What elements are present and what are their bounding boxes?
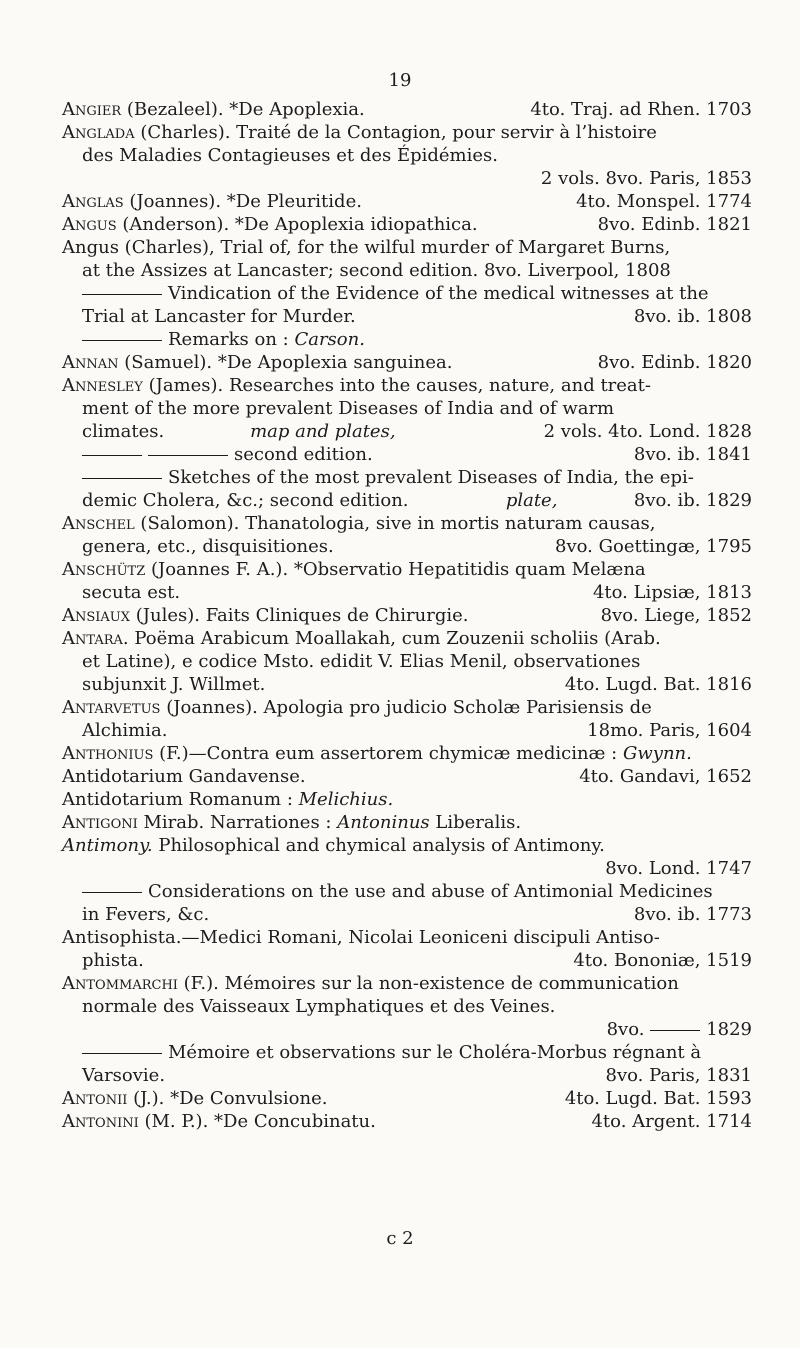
author-name: Antonini xyxy=(62,1111,139,1132)
entry-vindication: Vindication of the Evidence of the medical witnesses at the Trial at Lancaster for Murder. 8vo. ib. 1808 xyxy=(82,283,752,327)
publication-info: 8vo. ib. 1808 xyxy=(633,306,752,327)
entry-antidotarium-gandavense: Antidotarium Gandavense. 4to. Gandavi, 1652 xyxy=(62,766,752,787)
ditto-rule xyxy=(148,455,228,456)
author-name: Antonii xyxy=(62,1088,128,1109)
entry-antonii: Antonii (J.). *De Convulsione. 4to. Lugd. Bat. 1593 xyxy=(62,1088,752,1109)
ditto-rule xyxy=(650,1030,700,1031)
author-name: Antara. xyxy=(62,628,129,649)
entry-annesley: Annesley (James). Researches into the causes, nature, and treat- ment of the more prevalent Diseases of India and of warm climates. map and plates, 2 vols. 4to. Lond. 1828 xyxy=(62,375,752,442)
entry-antidotarium-romanum: Antidotarium Romanum : Melichius. xyxy=(62,789,394,810)
author-name: Anschütz xyxy=(62,559,146,580)
cross-reference: Antoninus xyxy=(337,812,430,833)
entry-ansiaux: Ansiaux (Jules). Faits Cliniques de Chirurgie. 8vo. Liege, 1852 xyxy=(62,605,752,626)
entry-angus-anderson: Angus (Anderson). *De Apoplexia idiopathica. 8vo. Edinb. 1821 xyxy=(62,214,752,235)
entry-anschel: Anschel (Salomon). Thanatologia, sive in mortis naturam causas, genera, etc., disquisitiones. 8vo. Goettingæ, 1795 xyxy=(62,513,752,557)
publication-info: 8vo. Paris, 1831 xyxy=(605,1065,752,1086)
cross-reference: Melichius. xyxy=(298,789,394,810)
entry-angus-charles: Angus (Charles), Trial of, for the wilful murder of Margaret Burns, at the Assizes at Lancaster; second edition. 8vo. Liverpool, 1808 xyxy=(62,237,671,281)
entry-antara: Antara. Poëma Arabicum Moallakah, cum Zouzenii scholiis (Arab. et Latine), e codice Msto. edidit V. Elias Menil, observationes subjunxit J. Willmet. 4to. Lugd. Bat. 1816 xyxy=(62,628,752,695)
author-name: Angus xyxy=(62,214,117,235)
publication-info: 8vo. Liege, 1852 xyxy=(600,605,752,626)
entry-remarks: Remarks on : Carson. xyxy=(62,328,752,351)
subject-heading: Antimony. xyxy=(62,835,153,856)
ditto-rule xyxy=(82,1053,162,1054)
author-name: Annan xyxy=(62,352,119,373)
ditto-rule xyxy=(82,892,142,893)
ditto-rule xyxy=(82,294,162,295)
entry-anschutz: Anschütz (Joannes F. A.). *Observatio Hepatitidis quam Melæna secuta est. 4to. Lipsiæ, 1813 xyxy=(62,559,752,603)
cross-reference: Carson. xyxy=(294,329,365,350)
publication-info: 8vo. Lond. 1747 xyxy=(605,858,752,879)
entry-second-edition: second edition. 8vo. ib. 1841 xyxy=(62,443,752,466)
author-name: Anthonius xyxy=(62,743,154,764)
publication-info: 18mo. Paris, 1604 xyxy=(587,720,752,741)
publication-info: 2 vols. 4to. Lond. 1828 xyxy=(543,421,752,442)
publication-info: 8vo. Edinb. 1821 xyxy=(597,214,752,235)
ditto-rule xyxy=(82,478,162,479)
author-name: Anschel xyxy=(62,513,135,534)
publication-info: 4to. Traj. ad Rhen. 1703 xyxy=(530,99,752,120)
author-name: Antarvetus xyxy=(62,697,161,718)
entry-antimony: Antimony. Philosophical and chymical analysis of Antimony. 8vo. Lond. 1747 xyxy=(62,835,752,879)
publication-info: 4to. Lugd. Bat. 1593 xyxy=(564,1088,752,1109)
ditto-rule xyxy=(82,455,142,456)
entry-annan: Annan (Samuel). *De Apoplexia sanguinea. 8vo. Edinb. 1820 xyxy=(62,352,752,373)
publication-info: 2 vols. 8vo. Paris, 1853 xyxy=(540,168,752,189)
entry-sketches: Sketches of the most prevalent Diseases of India, the epi- demic Cholera, &c.; second edition. plate, 8vo. ib. 1829 xyxy=(82,467,752,511)
publication-info: 4to. Lipsiæ, 1813 xyxy=(592,582,752,603)
publication-info: 8vo. ib. 1829 xyxy=(633,490,752,511)
cross-reference: Gwynn. xyxy=(622,743,692,764)
publication-info: 4to. Bononiæ, 1519 xyxy=(573,950,752,971)
publication-info: 8vo. Goettingæ, 1795 xyxy=(555,536,752,557)
entry-memoire: Mémoire et observations sur le Choléra-Morbus régnant à Varsovie. 8vo. Paris, 1831 xyxy=(82,1042,752,1086)
ditto-rule xyxy=(82,340,162,341)
bibliography-entries xyxy=(62,98,752,1133)
publication-info: 4to. Argent. 1714 xyxy=(591,1111,752,1132)
publication-info: 8vo. ib. 1841 xyxy=(633,444,752,465)
entry-antisophista: Antisophista.—Medici Romani, Nicolai Leoniceni discipuli Antiso- phista. 4to. Bononiæ, 1519 xyxy=(62,927,752,971)
entry-anthonius: Anthonius (F.)—Contra eum assertorem chymicæ medicinæ : Gwynn. xyxy=(62,743,692,764)
entry-angier: Angier (Bezaleel). *De Apoplexia. 4to. Traj. ad Rhen. 1703 xyxy=(62,99,752,120)
publication-info: 4to. Monspel. 1774 xyxy=(576,191,752,212)
page-number: 19 xyxy=(388,70,412,91)
publication-info: 4to. Gandavi, 1652 xyxy=(579,766,752,787)
entry-antigoni: Antigoni Mirab. Narrationes : Antoninus Liberalis. xyxy=(62,812,522,833)
author-name: Antommarchi xyxy=(62,973,178,994)
entry-anglas: Anglas (Joannes). *De Pleuritide. 4to. Monspel. 1774 xyxy=(62,191,752,212)
entry-antarvetus: Antarvetus (Joannes). Apologia pro judicio Scholæ Parisiensis de Alchimia. 18mo. Paris, 1604 xyxy=(62,697,752,741)
signature-mark: c 2 xyxy=(386,1228,414,1249)
entry-anglada: Anglada (Charles). Traité de la Contagion, pour servir à l’histoire des Maladies Contagieuses et des Épidémies. 2 vols. 8vo. Paris, 1853 xyxy=(62,122,752,189)
publication-info: 4to. Lugd. Bat. 1816 xyxy=(564,674,752,695)
entry-antommarchi: Antommarchi (F.). Mémoires sur la non-existence de communication normale des Vaisseaux Lymphatiques et des Veines. 8vo. 1829 xyxy=(62,973,752,1040)
entry-considerations: Considerations on the use and abuse of Antimonial Medicines in Fevers, &c. 8vo. ib. 1773 xyxy=(82,881,752,925)
publication-info: 8vo. Edinb. 1820 xyxy=(597,352,752,373)
publication-info: 8vo. ib. 1773 xyxy=(633,904,752,925)
author-name: Anglas xyxy=(62,191,124,212)
author-name: Anglada xyxy=(62,122,135,143)
author-name: Annesley xyxy=(62,375,143,396)
entry-antonini: Antonini (M. P.). *De Concubinatu. 4to. Argent. 1714 xyxy=(62,1111,752,1132)
author-name: Angier xyxy=(62,99,122,120)
publication-info: 8vo. 1829 xyxy=(606,1019,752,1040)
author-name: Ansiaux xyxy=(62,605,131,626)
author-name: Antigoni xyxy=(62,812,138,833)
